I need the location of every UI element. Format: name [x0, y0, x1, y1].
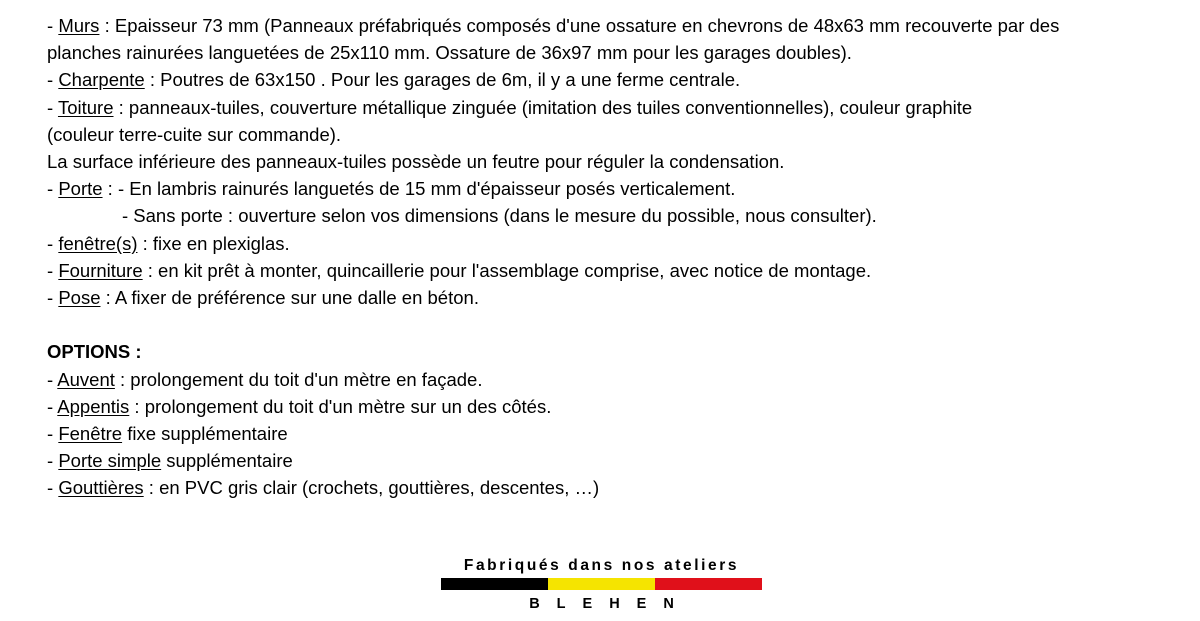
spec-line-murs-cont: planches rainurées languetées de 25x110 mm. Ossature de 36x97 mm pour les garages doubles).	[47, 42, 852, 64]
spec-document	[47, 12, 1187, 502]
option-line-fenetre: - Fenêtre fixe supplémentaire	[47, 423, 288, 445]
spec-line-charpente: - Charpente : Poutres de 63x150 . Pour les garages de 6m, il y a une ferme centrale.	[47, 69, 741, 91]
spec-term-pose: Pose	[58, 287, 101, 309]
option-line-gouttieres: - Gouttières : en PVC gris clair (crochets, gouttières, descentes, …)	[47, 477, 600, 499]
spacer	[47, 311, 1187, 338]
spec-line-murs: - Murs : Epaisseur 73 mm (Panneaux préfabriqués composés d'une ossature en chevrons de 48x63 mm recouverte par des	[47, 15, 1060, 36]
options-heading: OPTIONS :	[47, 341, 142, 363]
spec-line-fenetres: - fenêtre(s) : fixe en plexiglas.	[47, 232, 290, 254]
spec-term-porte: Porte	[58, 178, 103, 200]
flag-band-yellow	[548, 578, 655, 590]
belgian-flag-stripe	[441, 578, 762, 590]
spec-line-pose: - Pose : A fixer de préférence sur une dalle en béton.	[47, 287, 479, 309]
spec-term-fenetres: fenêtre(s)	[58, 232, 138, 254]
option-line-appentis: - Appentis : prolongement du toit d'un mètre sur un des côtés.	[47, 395, 552, 417]
spec-line-toiture: - Toiture : panneaux-tuiles, couverture métallique zinguée (imitation des tuiles conventionnelles), couleur graphite	[47, 96, 973, 118]
spec-line-toiture-cont: (couleur terre-cuite sur commande).	[47, 123, 342, 145]
spec-line-condensation: La surface inférieure des panneaux-tuiles possède un feutre pour réguler la condensation.	[47, 151, 785, 173]
option-line-auvent: - Auvent : prolongement du toit d'un mètre en façade.	[47, 368, 483, 390]
spec-line-fourniture: - Fourniture : en kit prêt à monter, quincaillerie pour l'assemblage comprise, avec notice de montage.	[47, 259, 872, 281]
spec-line-porte: - Porte : - En lambris rainurés languetés de 15 mm d'épaisseur posés verticalement.	[47, 178, 736, 200]
option-term-fenetre: Fenêtre	[58, 423, 123, 445]
spec-term-fourniture: Fourniture	[58, 259, 143, 281]
option-term-gouttieres: Gouttières	[58, 477, 144, 499]
spec-term-toiture: Toiture	[57, 96, 114, 118]
badge-company-name: BLEHEN	[529, 596, 691, 612]
option-term-appentis: Appentis	[57, 395, 130, 417]
made-in-badge	[441, 556, 762, 615]
option-term-auvent: Auvent	[57, 368, 115, 390]
spec-line-sans-porte: - Sans porte : ouverture selon vos dimensions (dans le mesure du possible, nous consulter).	[122, 205, 877, 227]
spec-term-murs: Murs	[58, 15, 100, 36]
flag-band-black	[441, 578, 548, 590]
option-term-porte-simple: Porte simple	[58, 450, 162, 472]
option-line-porte-simple: - Porte simple supplémentaire	[47, 450, 293, 472]
badge-title: Fabriqués dans nos ateliers	[463, 557, 740, 574]
flag-band-red	[655, 578, 762, 590]
spec-term-charpente: Charpente	[58, 69, 145, 91]
